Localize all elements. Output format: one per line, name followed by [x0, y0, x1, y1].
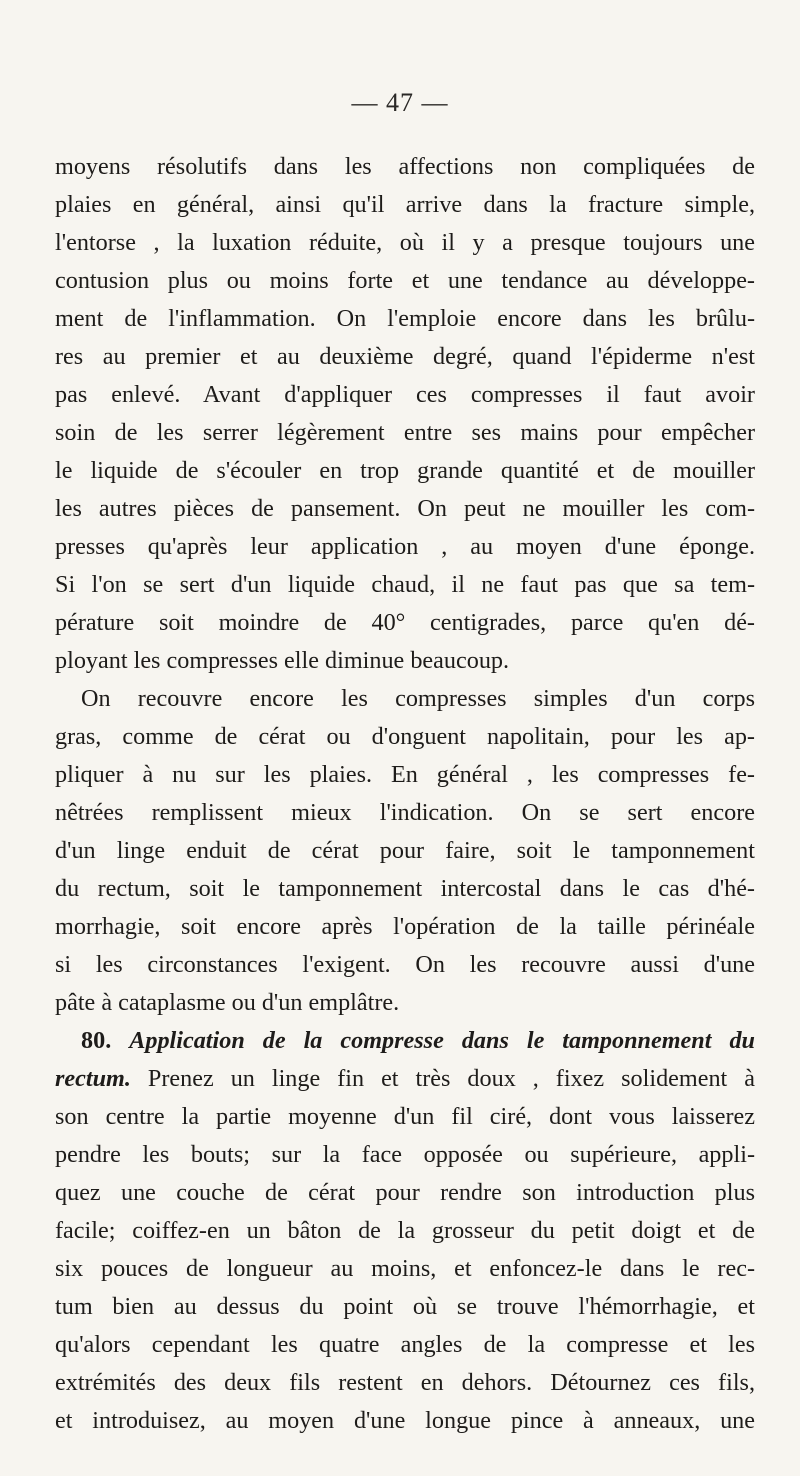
text-line: soin de les serrer légèrement entre ses mains pour empêcher: [55, 419, 755, 446]
text-line: contusion plus ou moins forte et une tendance au développe-: [55, 267, 755, 294]
text-line: gras, comme de cérat ou d'onguent napolitain, pour les ap-: [55, 723, 755, 750]
text-line: presses qu'après leur application , au moyen d'une éponge.: [55, 533, 755, 560]
text-line: son centre la partie moyenne d'un fil ciré, dont vous laisserez: [55, 1103, 755, 1130]
text-line: qu'alors cependant les quatre angles de la compresse et les: [55, 1331, 755, 1358]
text-line: les autres pièces de pansement. On peut ne mouiller les com-: [55, 495, 755, 522]
section-title: Application de la compresse dans le tamponnement du: [129, 1027, 755, 1054]
text-line: morrhagie, soit encore après l'opération de la taille périnéale: [55, 913, 755, 940]
section-heading-line: [55, 1022, 755, 1060]
text-line: six pouces de longueur au moins, et enfoncez-le dans le rec-: [55, 1255, 755, 1282]
text-line: pérature soit moindre de 40° centigrades, parce qu'en dé-: [55, 609, 755, 636]
text-line: ment de l'inflammation. On l'emploie encore dans les brûlu-: [55, 305, 755, 332]
text-line: [55, 1060, 755, 1098]
text-line: plaies en général, ainsi qu'il arrive dans la fracture simple,: [55, 191, 755, 218]
paragraph-end-line: pâte à cataplasme ou d'un emplâtre.: [55, 989, 400, 1016]
paragraph-end-line: ployant les compresses elle diminue beaucoup.: [55, 647, 510, 674]
text-line: pendre les bouts; sur la face opposée ou supérieure, appli-: [55, 1141, 755, 1168]
paragraph-start-line: On recouvre encore les compresses simples d'un corps: [81, 685, 755, 712]
text-line: si les circonstances l'exigent. On les recouvre aussi d'une: [55, 951, 755, 978]
text-line: res au premier et au deuxième degré, quand l'épiderme n'est: [55, 343, 755, 370]
page-number: — 47 —: [351, 88, 449, 117]
text-line: moyens résolutifs dans les affections non compliquées de: [55, 153, 755, 180]
text-line: quez une couche de cérat pour rendre son introduction plus: [55, 1179, 755, 1206]
book-page: [55, 0, 755, 1476]
text-line: le liquide de s'écouler en trop grande quantité et de mouiller: [55, 457, 755, 484]
text-line: extrémités des deux fils restent en dehors. Détournez ces fils,: [55, 1369, 755, 1396]
text-line: d'un linge enduit de cérat pour faire, soit le tamponnement: [55, 837, 755, 864]
page-body: [55, 148, 755, 1440]
text-line: facile; coiffez-en un bâton de la grosseur du petit doigt et de: [55, 1217, 755, 1244]
text-line: tum bien au dessus du point où se trouve l'hémorrhagie, et: [55, 1293, 755, 1320]
text-line: l'entorse , la luxation réduite, où il y a presque toujours une: [55, 229, 755, 256]
text-line: du rectum, soit le tamponnement intercostal dans le cas d'hé-: [55, 875, 755, 902]
section-number: 80.: [81, 1027, 112, 1054]
text-line: Si l'on se sert d'un liquide chaud, il ne faut pas que sa tem-: [55, 571, 755, 598]
text-line: pas enlevé. Avant d'appliquer ces compresses il faut avoir: [55, 381, 755, 408]
text-line: et introduisez, au moyen d'une longue pince à anneaux, une: [55, 1407, 755, 1434]
text-line: nêtrées remplissent mieux l'indication. On se sert encore: [55, 799, 755, 826]
section-text: Prenez un linge fin et très doux , fixez solidement à: [147, 1065, 755, 1092]
text-line: pliquer à nu sur les plaies. En général , les compresses fe-: [55, 761, 755, 788]
section-title-continued: rectum.: [55, 1065, 131, 1092]
